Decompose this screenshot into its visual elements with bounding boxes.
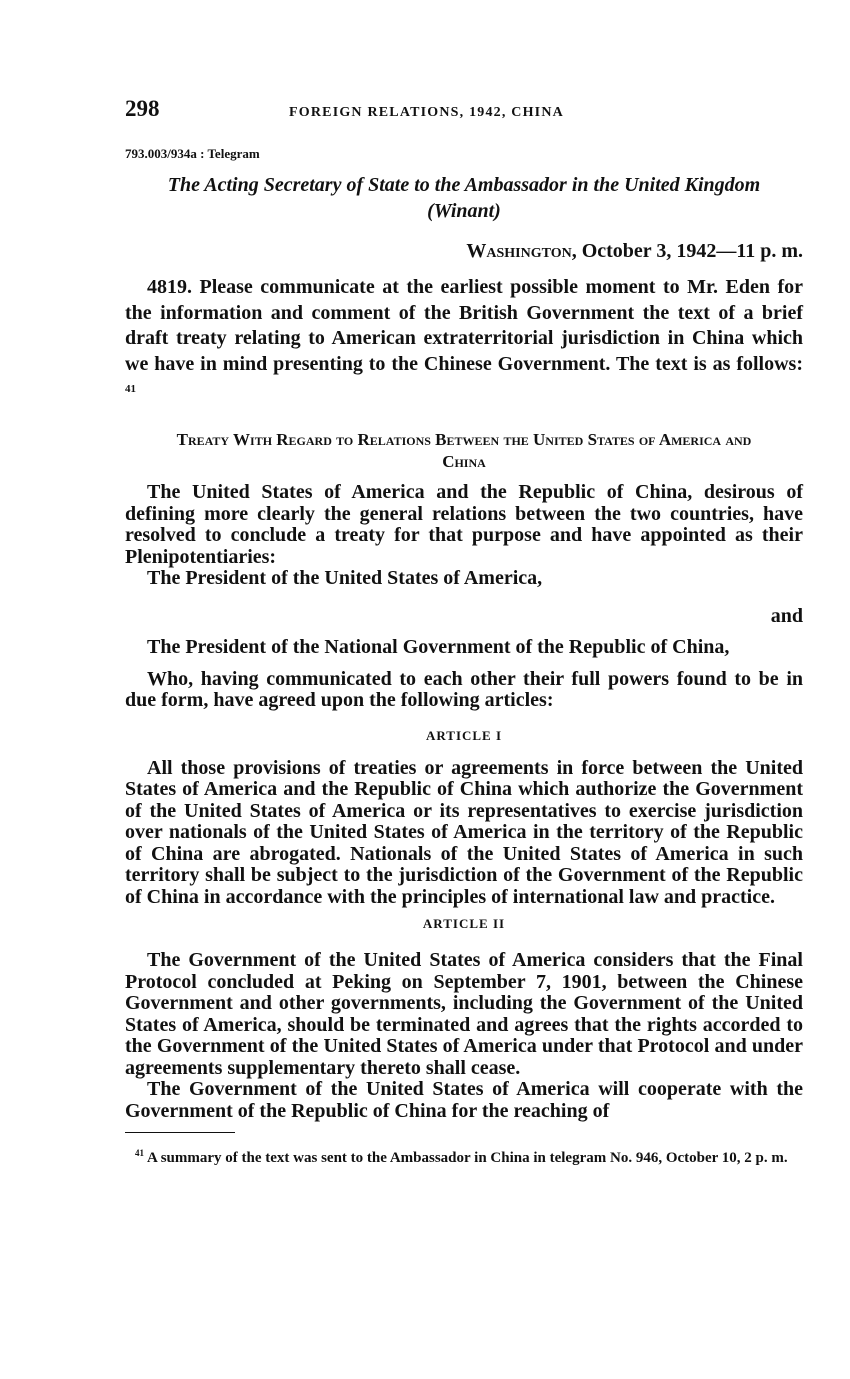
running-head [125, 96, 803, 132]
file-reference: 793.003/934a : Telegram [125, 146, 260, 161]
dateline-date: , October 3, 1942—11 p. m. [571, 240, 803, 262]
dateline-place: Washington [466, 240, 572, 262]
footnote-text: A summary of the text was sent to the Ambassador in China in telegram No. 946, October 10, 2 p. m. [146, 1150, 788, 1167]
plenipotentiary-china: The President of the National Government of the Republic of China, [147, 636, 730, 659]
article-1-heading: ARTICLE I [425, 727, 503, 743]
plenipotentiary-us: The President of the United States of America, [147, 567, 543, 590]
dateline [125, 240, 803, 263]
telegram-intro-text: 4819. Please communicate at the earliest possible moment to Mr. Eden for the information and comment of the British Government the text of a brief draft treaty relating to American extraterritorial jurisdiction in China which we have in mind presenting to the Chinese Government. The text is as follows: [125, 276, 803, 375]
footnote-number: 41 [135, 1148, 144, 1159]
treaty-title: Treaty With Regard to Relations Between the United States of America and China [176, 430, 752, 472]
article-2-heading: ARTICLE II [422, 916, 506, 932]
treaty-preamble: The United States of America and the Republic of China, desirous of defining more clearly the general relations between the two countries, have resolved to conclude a treaty for that purpose and have appointed as their Plenipotentiaries: [125, 481, 803, 568]
conjunction-and: and [770, 604, 803, 627]
page-number: 298 [125, 96, 160, 121]
telegram-intro [125, 275, 803, 407]
running-title: FOREIGN RELATIONS, 1942, CHINA [289, 105, 564, 120]
page [125, 96, 803, 1168]
article-1-text: All those provisions of treaties or agreements in force between the United States of America and the Republic of China which authorize the Government of the United States of America or its representatives to exercise jurisdiction over nationals of the United States of America in the territory of the Republic of China are abrogated. Nationals of the United States of America in such territory shall be subject to the jurisdiction of the Government of the Republic of China in accordance with the principles of international law and practice. [125, 756, 803, 908]
footnote-reference: 41 [125, 383, 136, 395]
document-title: The Acting Secretary of State to the Ambassador in the United Kingdom (Winant) [167, 174, 761, 222]
footnote-divider [125, 1132, 235, 1133]
article-2-paragraph-1: The Government of the United States of America considers that the Final Protocol concluded at Peking on September 7, 1901, between the Chinese Government and other governments, including the Government of the United States of America, should be terminated and agrees that the rights accorded to the Government of the United States of America under that Protocol and under agreements supplementary thereto shall cease. [125, 949, 803, 1079]
treaty-body [125, 482, 803, 1122]
footnote [125, 1144, 803, 1168]
full-powers-clause: Who, having communicated to each other their full powers found to be in due form, have agreed upon the following articles: [125, 667, 803, 712]
article-2-paragraph-2: The Government of the United States of America will cooperate with the Government of the Republic of China for the reaching of [125, 1078, 803, 1122]
